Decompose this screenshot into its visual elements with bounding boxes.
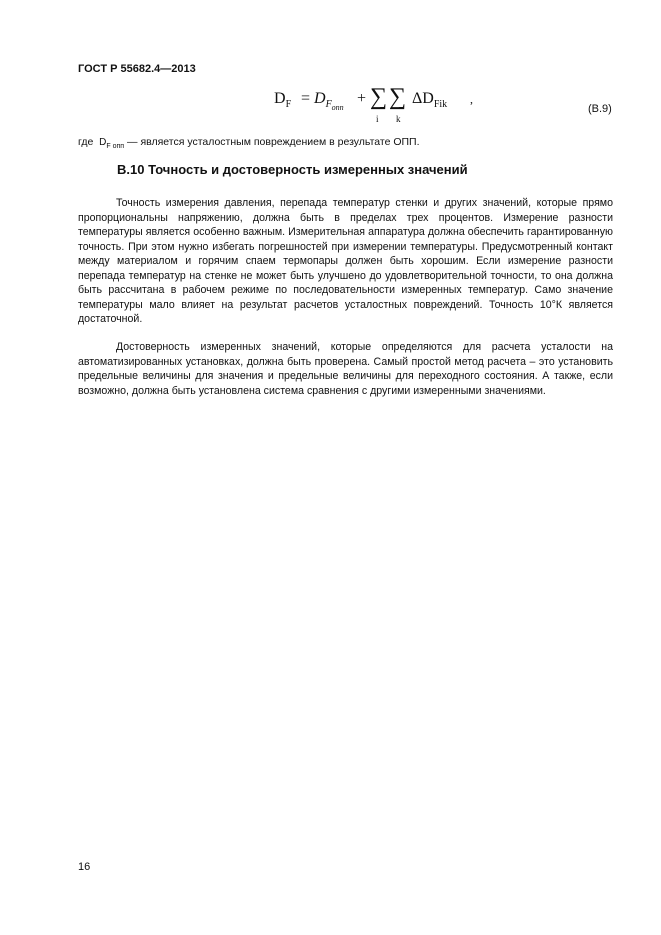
formula-lhs: $D_F$ [274, 90, 292, 111]
where-text: — является усталостным повреждением в результате ОПП. [124, 136, 420, 148]
standard-number: ГОСТ Р 55682.4—2013 [78, 63, 196, 75]
equation-number: (В.9) [588, 103, 612, 115]
where-prefix: где [78, 136, 94, 148]
where-symbol: $D_{F опп}$ [99, 137, 125, 150]
formula-sum-i: ∑ [370, 84, 388, 110]
formula-comma: , [470, 92, 473, 106]
paragraph-accuracy: Точность измерения давления, перепада температур стенки и других значений, которые прямо пропорциональны напряжению, должна быть в пределах трех процентов. Измерение разности температуры является особенно важным. Измерительная аппаратура должна обеспечить гарантированную точность. При этом нужно избегать погрешностей при измерении температуры. Предусмотренный контакт между материалом и горячим спаем термопары должен быть хорошим. Если измерение разности перепада температур на стенке не может быть улучшено до удовлетворительной точности, то она должна быть рассчитана в рабочем режиме по последовательности измеренных температур. Само значение температуры мало влияет на результат расчетов усталостных повреждений. Точность 10°К является достаточной. [78, 197, 613, 325]
formula-index-k: k [396, 114, 401, 124]
formula-delta-d: $\Delta D_{Fik}$ [412, 90, 448, 111]
formula-index-i: i [376, 114, 379, 124]
formula-d-opp: $D_{F_{опп}}$ [314, 90, 344, 113]
formula-sum-k: ∑ [389, 84, 407, 110]
formula-plus: + [357, 90, 367, 107]
formula-b9 [274, 86, 504, 126]
formula-equals: = [301, 90, 311, 107]
where-clause [78, 136, 420, 150]
page-number: 16 [78, 861, 91, 873]
paragraph-reliability: Достоверность измеренных значений, которые определяются для расчета усталости на автоматизированных установках, должна быть проверена. Самый простой метод расчета – это установить предельные величины для значения и предельные величины для переходного состояния. А также, если возможно, должна быть установлена система сравнения с другими измеренными значениями. [78, 341, 613, 397]
section-heading: В.10 Точность и достоверность измеренных значений [117, 162, 468, 177]
